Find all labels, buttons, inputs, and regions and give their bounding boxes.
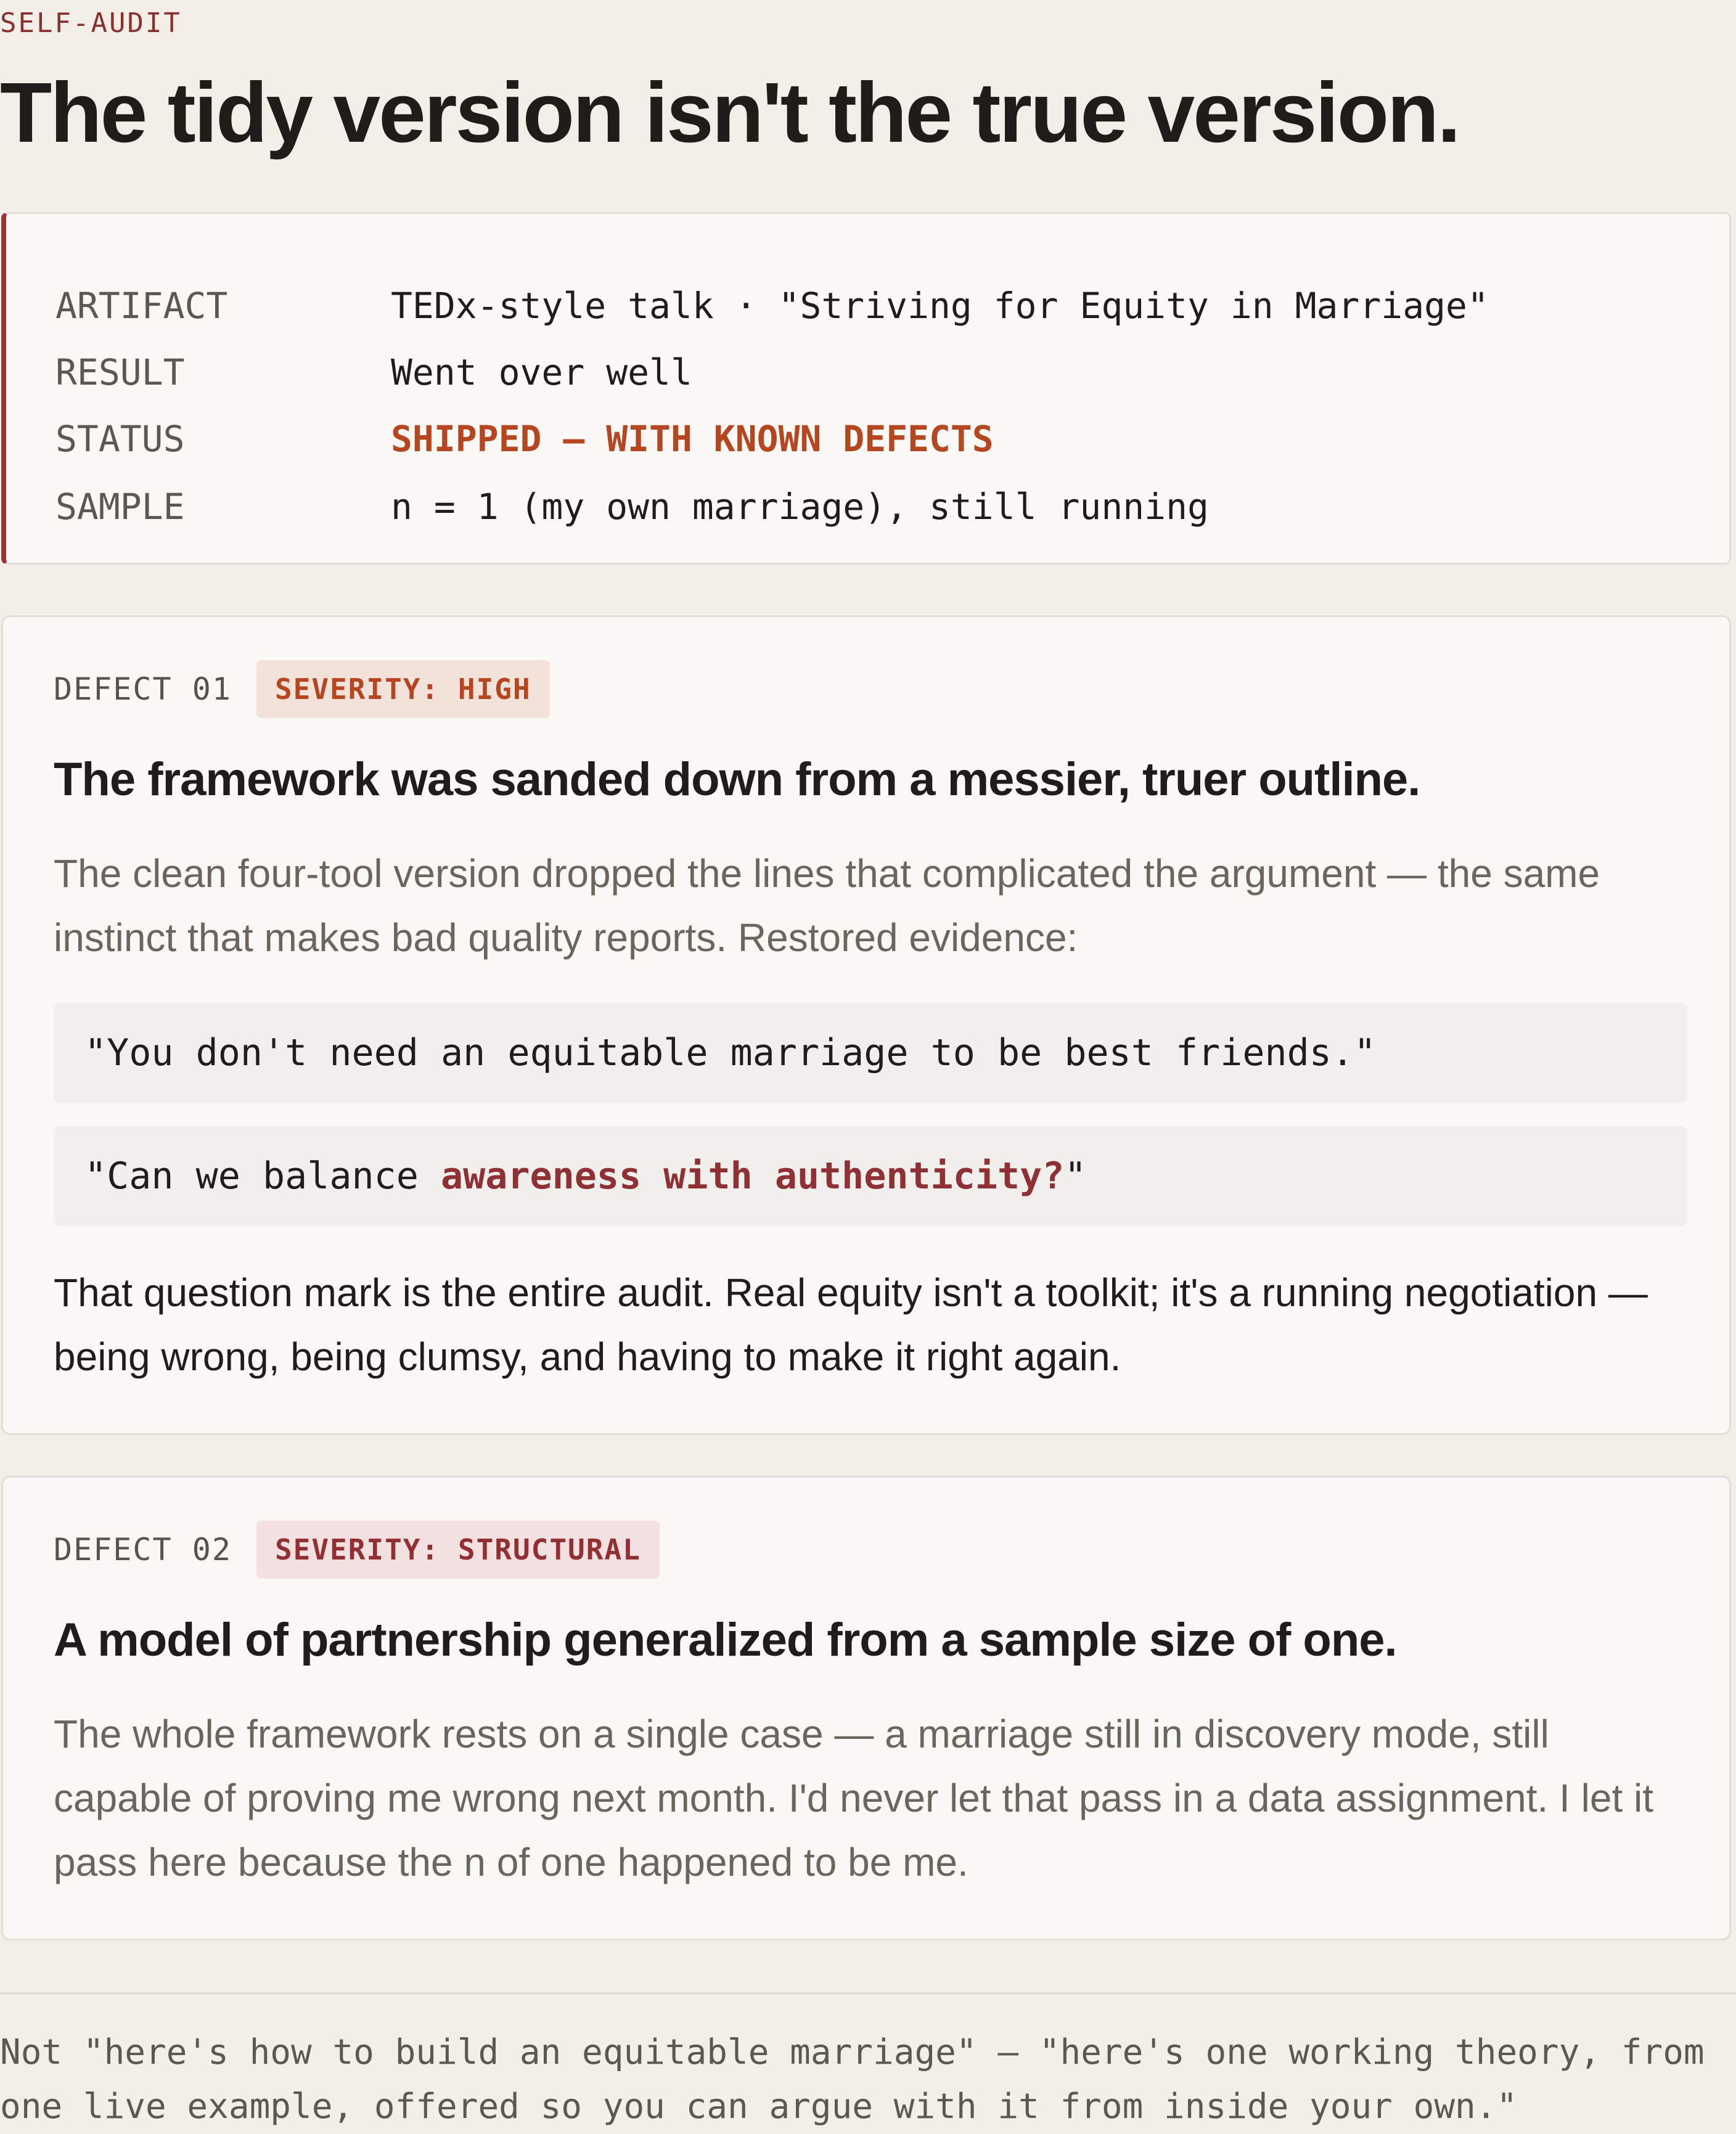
section-kicker: SELF-AUDIT [0, 7, 182, 39]
quote-text-suffix: " [1064, 1155, 1087, 1198]
defect-label: DEFECT 02 [54, 1532, 232, 1568]
closing-statement: Not "here's how to build an equitable marriage" — "here's one working theory, from one live example, offered so you can argue with it from inside your own." [0, 2032, 1705, 2127]
quote-text: "You don't need an equitable marriage to be best friends." [84, 1031, 1377, 1074]
defect-label: DEFECT 01 [54, 671, 232, 707]
page-title: The tidy version isn't the true version. [0, 65, 1459, 160]
severity-badge: SEVERITY: STRUCTURAL [256, 1521, 660, 1579]
artifact-summary-card [1, 212, 1731, 565]
evidence-quote [54, 1126, 1687, 1226]
quote-text-prefix: "Can we balance [84, 1155, 441, 1198]
defect-description: The whole framework rests on a single case — a marriage still in discovery mode, still capable of proving me wrong next month. I'd never let that pass in a data assignment. I let it pass here because the n of one happened to be me. [54, 1712, 1653, 1884]
defect-header [54, 660, 550, 718]
meta-row-artifact [55, 285, 1489, 327]
meta-key-sample: SAMPLE [55, 486, 185, 528]
defect-card-01 [1, 615, 1731, 1435]
defect-conclusion: That question mark is the entire audit. Real equity isn't a toolkit; it's a running negotiation — being wrong, being clumsy, and having to make it right again. [54, 1270, 1648, 1379]
defect-title: A model of partnership generalized from a sample size of one. [54, 1614, 1397, 1666]
defect-header [54, 1521, 660, 1579]
defect-description: The clean four-tool version dropped the lines that complicated the argument — the same instinct that makes bad quality reports. Restored evidence: [54, 851, 1600, 960]
severity-badge: SEVERITY: HIGH [256, 660, 550, 718]
evidence-quote [54, 1003, 1687, 1103]
status-badge: SHIPPED — WITH KNOWN DEFECTS [391, 418, 994, 460]
meta-value-artifact: TEDx-style talk · "Striving for Equity in Marriage" [391, 285, 1489, 327]
meta-row-status [55, 418, 994, 460]
meta-row-sample [55, 486, 1209, 528]
defect-card-02 [1, 1476, 1731, 1940]
quote-highlight: awareness with authenticity? [440, 1155, 1065, 1198]
meta-key-result: RESULT [55, 351, 185, 393]
meta-value-sample: n = 1 (my own marriage), still running [391, 486, 1209, 528]
defect-title: The framework was sanded down from a messier, truer outline. [54, 753, 1420, 806]
meta-key-status: STATUS [55, 418, 185, 460]
divider [0, 1992, 1736, 1995]
meta-row-result [55, 351, 692, 393]
meta-value-result: Went over well [391, 351, 692, 393]
meta-key-artifact: ARTIFACT [55, 285, 228, 327]
